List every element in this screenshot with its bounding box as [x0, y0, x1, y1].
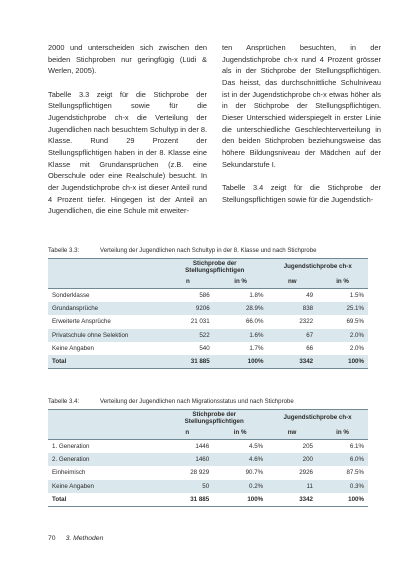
- table-row: 2. Generation 1460 4.6% 200 6.0%: [48, 453, 368, 466]
- paragraph: Tabelle 3.4 zeigt für die Stichprobe der Stellungspflichtigen sowie für die Jugendstich-: [222, 182, 381, 204]
- column-header: n: [161, 426, 213, 440]
- column-group-header: Jugendstichprobe ch-x: [268, 259, 369, 276]
- table-row: Sonderklasse 586 1.8% 49 1.5%: [48, 289, 368, 303]
- table-row: Keine Angaben 540 1.7% 66 2.0%: [48, 342, 368, 355]
- column-header: n: [162, 275, 214, 289]
- data-table: [48, 409, 368, 507]
- column-header: nw: [267, 426, 317, 440]
- page-number: 70: [48, 535, 56, 542]
- table-total-row: Total 31 885 100% 3342 100%: [48, 355, 368, 369]
- table-row: Einheimisch 28 929 90.7% 2926 87.5%: [48, 466, 368, 479]
- table-label: Tabelle 3.3:: [48, 247, 80, 254]
- table-row: Keine Angaben 50 0.2% 11 0.3%: [48, 480, 368, 493]
- page-footer: [48, 535, 103, 542]
- right-text-column: [222, 42, 381, 217]
- table-row: 1. Generation 1446 4.5% 205 6.1%: [48, 440, 368, 454]
- table-title: Verteilung der Jugendlichen nach Migrationsstatus und nach Stichprobe: [100, 398, 294, 405]
- table-row: Privatschule ohne Selektion 522 1.6% 67 2.0%: [48, 329, 368, 342]
- table-total-row: Total 31 885 100% 3342 100%: [48, 493, 368, 507]
- column-header: in %: [317, 275, 368, 289]
- table-caption: [48, 247, 368, 255]
- paragraph: ten Ansprüchen besuchten, in der Jugendstichprobe ch-x rund 4 Prozent grösser als in der Stichprobe der Stellungspflichtigen. Das heisst, das durchschnittliche Schulniveau ist in der Jugendstichprobe ch-x etwas höher als in der Stichprobe der Stellungspflichtigen. Dieser Unterschied widerspiegelt in erster Linie die unterschiedliche Geschlechterverteilung in den beiden Stichproben beziehungsweise das höhere Bildungsniveau der Mädchen auf der Sekundarstufe I.: [222, 43, 381, 169]
- table-row: Grundansprüche 9206 28.9% 838 25.1%: [48, 302, 368, 315]
- table-label: Tabelle 3.4:: [48, 398, 80, 405]
- paragraph: 2000 und unterscheiden sich zwischen den beiden Stichproben nur geringfügig (Lüdi & Werlen, 2005).: [48, 43, 207, 76]
- column-group-header: Stichprobe der Stellungspflichtigen: [162, 259, 268, 276]
- table-title: Verteilung der Jugendlichen nach Schultyp in der 8. Klasse und nach Stichprobe: [100, 247, 317, 254]
- column-group-header: Stichprobe der Stellungspflichtigen: [161, 410, 267, 427]
- section-title: 3. Methoden: [65, 535, 104, 542]
- column-header: nw: [268, 275, 318, 289]
- left-text-column: [48, 42, 207, 228]
- data-table: [48, 258, 368, 369]
- column-header: in %: [214, 275, 268, 289]
- column-header: in %: [213, 426, 267, 440]
- column-header: in %: [317, 426, 368, 440]
- table-row: Erweiterte Ansprüche 21 031 66.0% 2322 69.5%: [48, 315, 368, 328]
- column-group-header: Jugendstichprobe ch-x: [267, 410, 368, 427]
- table-caption: [48, 398, 368, 406]
- paragraph: Tabelle 3.3 zeigt für die Stichprobe der Stellungspflichtigen sowie für die Jugendstichprobe ch-x die Verteilung der Jugendlichen nach besuchtem Schultyp in der 8. Klasse. Rund 29 Prozent der Stellungspflichtigen haben in der 8. Klasse eine Klasse mit Grundansprüchen (z.B. eine Oberschule oder eine Realschule) besucht. In der Jugendstichprobe ch-x ist dieser Anteil rund 4 Prozent tiefer. Hingegen ist der Anteil an Jugendlichen, die eine Schule mit erweiter-: [48, 89, 207, 216]
